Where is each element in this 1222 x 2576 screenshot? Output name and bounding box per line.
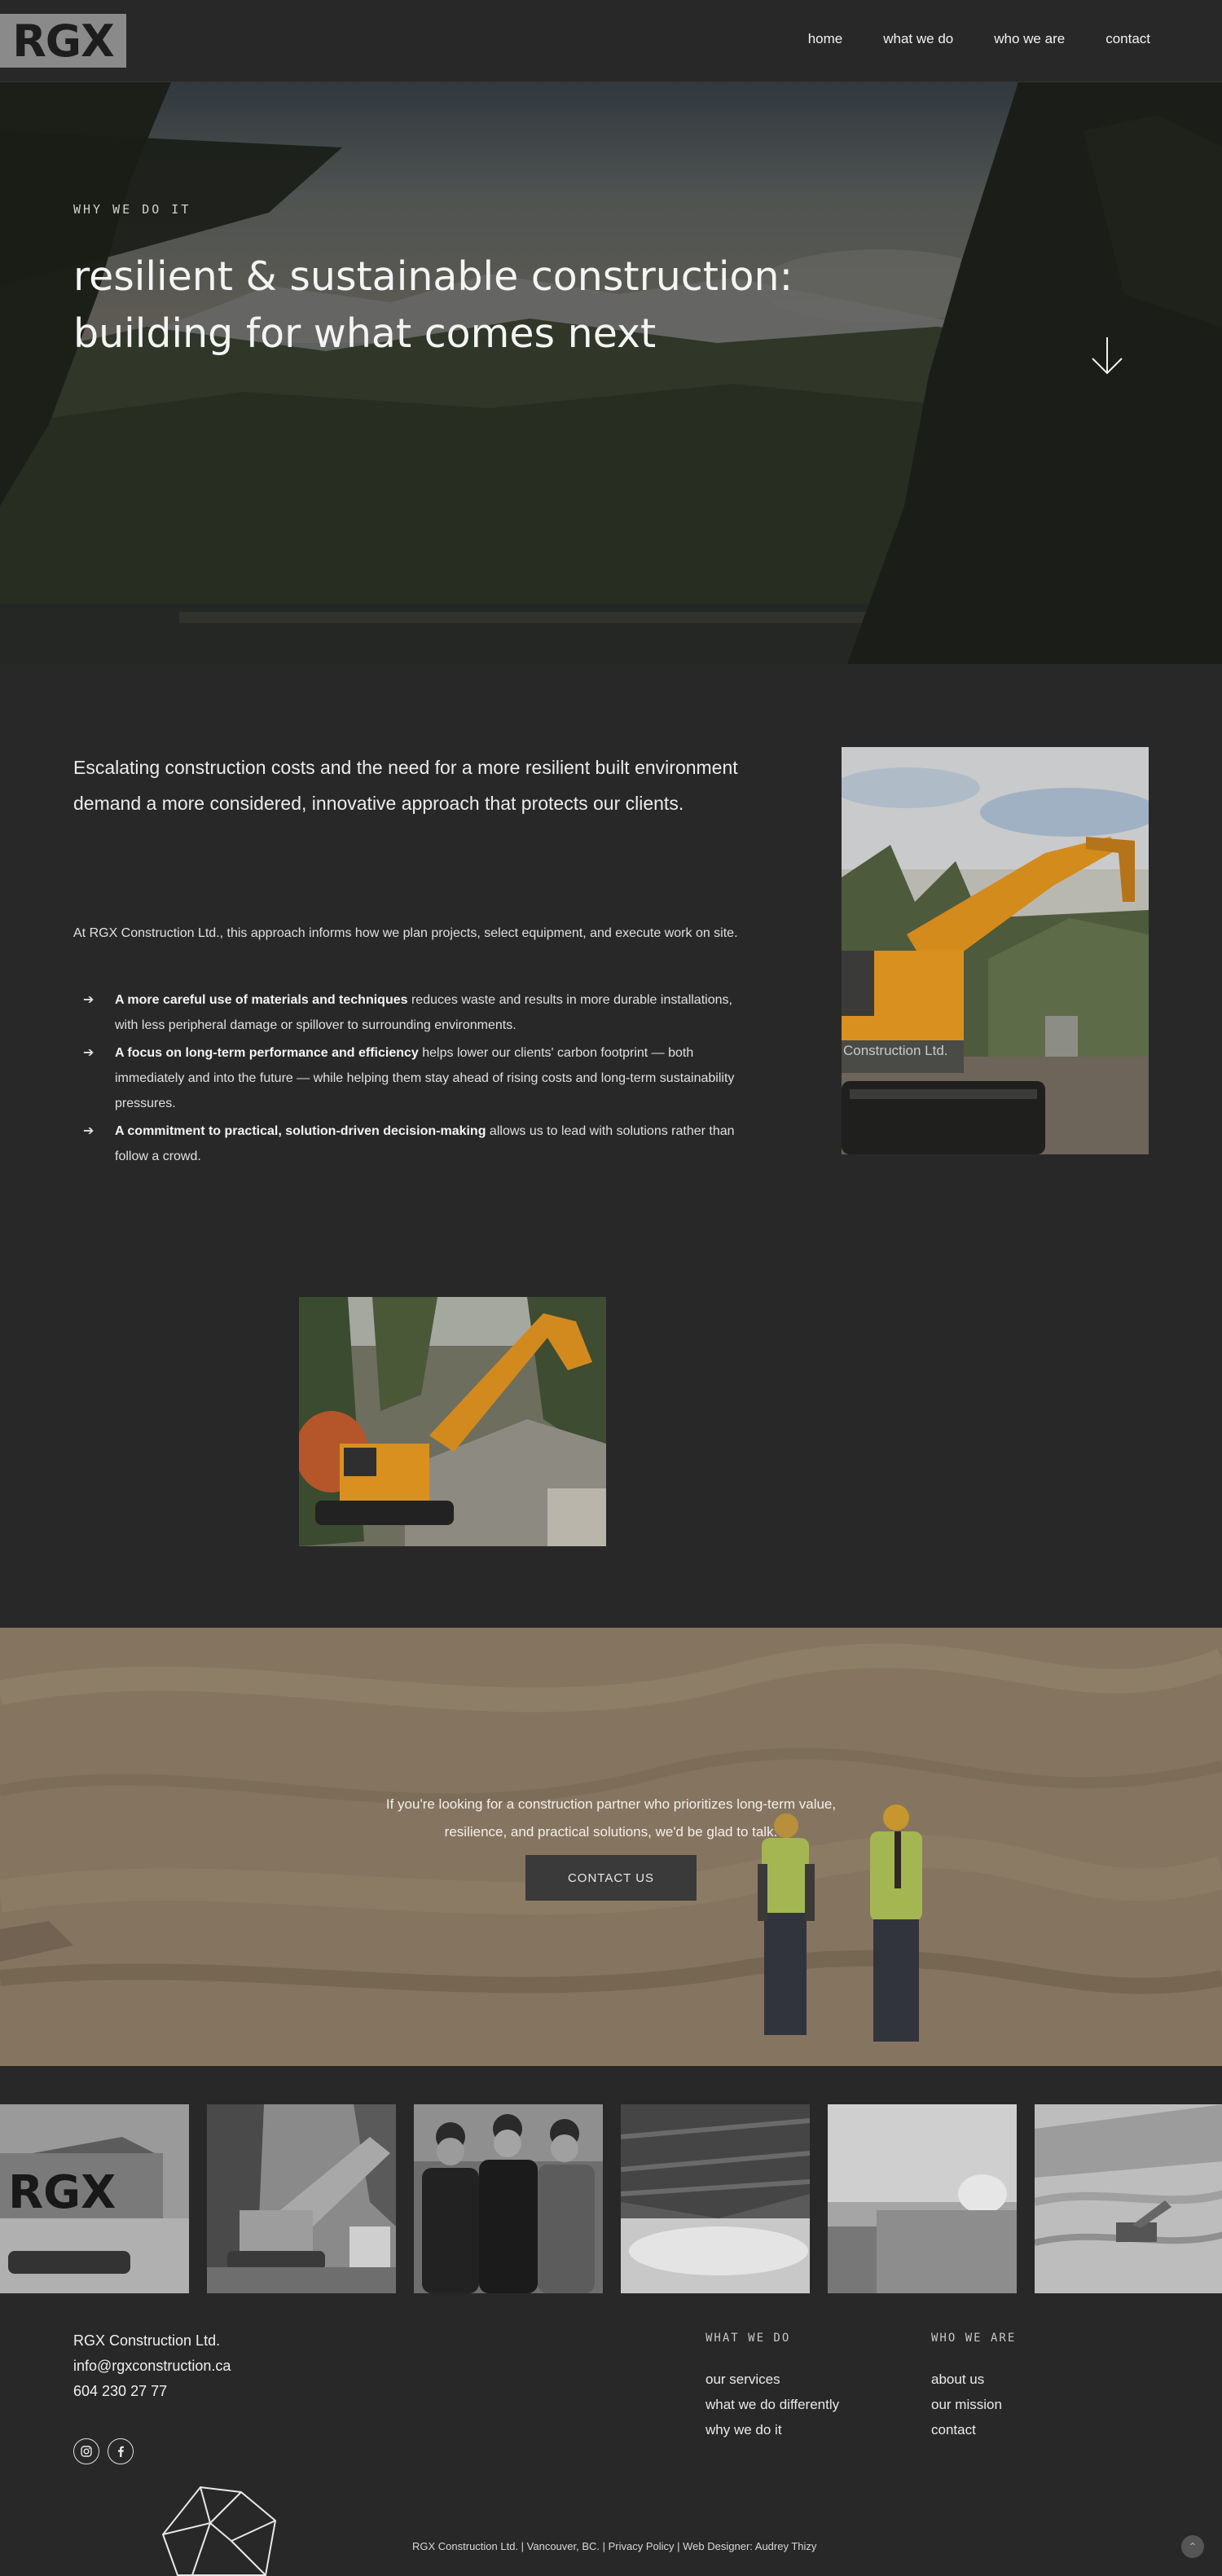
- footer-link-about-us[interactable]: about us: [931, 2372, 985, 2387]
- intro-body: At RGX Construction Ltd., this approach informs how we plan projects, select equipment, and execute work on site.: [73, 926, 738, 940]
- list-item: [73, 987, 749, 1038]
- privacy-policy-link[interactable]: Privacy Policy: [608, 2540, 675, 2552]
- footer-phone-link[interactable]: 604 230 27 77: [73, 2383, 168, 2399]
- bullet-bold: A commitment to practical, solution-driven decision-making: [115, 1124, 486, 1138]
- cta-text: If you're looking for a construction partner who prioritizes long-term value, resilience, and practical solutions, we'd be glad to talk.: [385, 1796, 837, 1840]
- logo[interactable]: [0, 14, 126, 68]
- benefits-list: [73, 987, 749, 1172]
- excavator-photo-landscape: [299, 1297, 606, 1546]
- arrow-right-icon: ➔: [83, 993, 95, 1007]
- bullet-text: reduces waste and results in more durable installations, with less peripheral damage or spillover to surrounding environments.: [115, 993, 732, 1032]
- footer-who-we-are-heading: WHO WE ARE: [931, 2332, 1017, 2345]
- arrow-right-icon: ➔: [83, 1046, 95, 1060]
- footer-link-our-mission[interactable]: our mission: [931, 2397, 1002, 2412]
- gallery-image-quarry[interactable]: [1035, 2104, 1222, 2293]
- footer-link-what-we-do-differently[interactable]: what we do differently: [706, 2397, 840, 2412]
- logo-text: RGX: [12, 15, 114, 67]
- footer-legal-line: [412, 2540, 816, 2552]
- scroll-to-top-button[interactable]: [1181, 2535, 1204, 2558]
- footer-link-contact[interactable]: contact: [931, 2422, 976, 2438]
- hero-title-line1: resilient & sustainable construction:: [73, 253, 793, 300]
- footer-what-we-do-links: [706, 2367, 839, 2442]
- gallery-image-hardhat[interactable]: [828, 2104, 1017, 2293]
- instagram-icon[interactable]: [73, 2438, 99, 2464]
- hero-title-line2: building for what comes next: [73, 310, 657, 357]
- bullet-bold: A more careful use of materials and techniques: [115, 993, 408, 1007]
- contact-cta-section: [0, 1628, 1222, 2066]
- gallery-logo-text: RGX: [8, 2166, 116, 2219]
- arrow-right-icon: ➔: [83, 1124, 95, 1138]
- facebook-icon[interactable]: [108, 2438, 134, 2464]
- chevron-up-icon: ⌃: [1188, 2539, 1198, 2553]
- footer-link-why-we-do-it[interactable]: why we do it: [706, 2422, 782, 2438]
- gallery-image-team[interactable]: [414, 2104, 603, 2293]
- gallery-image-logo-excavator[interactable]: [0, 2104, 189, 2293]
- list-item: [73, 1119, 749, 1169]
- hero-eyebrow: WHY WE DO IT: [73, 202, 191, 217]
- rock-outline-icon: [160, 2484, 282, 2576]
- gallery-image-excavator-forest[interactable]: [207, 2104, 396, 2293]
- nav-contact[interactable]: contact: [1106, 31, 1150, 46]
- hero-title: [73, 248, 888, 363]
- main-nav: [808, 31, 1150, 47]
- gallery-image-river-rocks[interactable]: [621, 2104, 810, 2293]
- list-item: [73, 1040, 749, 1116]
- arrow-down-icon[interactable]: [1089, 336, 1125, 376]
- nav-what-we-do[interactable]: what we do: [883, 31, 954, 46]
- footer-email-link[interactable]: info@rgxconstruction.ca: [73, 2358, 231, 2374]
- legal-company: RGX Construction Ltd. | Vancouver, BC. |: [412, 2540, 609, 2552]
- excavator-decal: Construction Ltd.: [843, 1043, 948, 1058]
- footer-what-we-do-heading: WHAT WE DO: [706, 2332, 791, 2345]
- contact-us-button[interactable]: CONTACT US: [525, 1855, 697, 1901]
- hero-overlay: [0, 82, 1222, 664]
- bullet-text: allows us to lead with solutions rather than follow a crowd.: [115, 1124, 735, 1163]
- excavator-photo-portrait: [842, 747, 1149, 1154]
- cta-overlay: [0, 1628, 1222, 2066]
- hero-section: [0, 82, 1222, 664]
- intro-lead: Escalating construction costs and the need for a more resilient built environment demand a more considered, innovative approach that protects our clients.: [73, 757, 738, 814]
- footer-who-we-are-links: [931, 2367, 1002, 2442]
- footer-link-our-services[interactable]: our services: [706, 2372, 780, 2387]
- bullet-text: helps lower our clients' carbon footprint — both immediately and into the future — while helping them stay ahead of rising costs and long-term sustainability pressures.: [115, 1046, 735, 1110]
- legal-designer: | Web Designer: Audrey Thizy: [674, 2540, 817, 2552]
- footer-contact-block: [73, 2328, 231, 2404]
- site-header: [0, 0, 1222, 82]
- bullet-bold: A focus on long-term performance and efficiency: [115, 1046, 419, 1060]
- nav-home[interactable]: home: [807, 31, 843, 46]
- nav-who-we-are[interactable]: who we are: [994, 31, 1066, 46]
- footer-company-name: RGX Construction Ltd.: [73, 2332, 221, 2349]
